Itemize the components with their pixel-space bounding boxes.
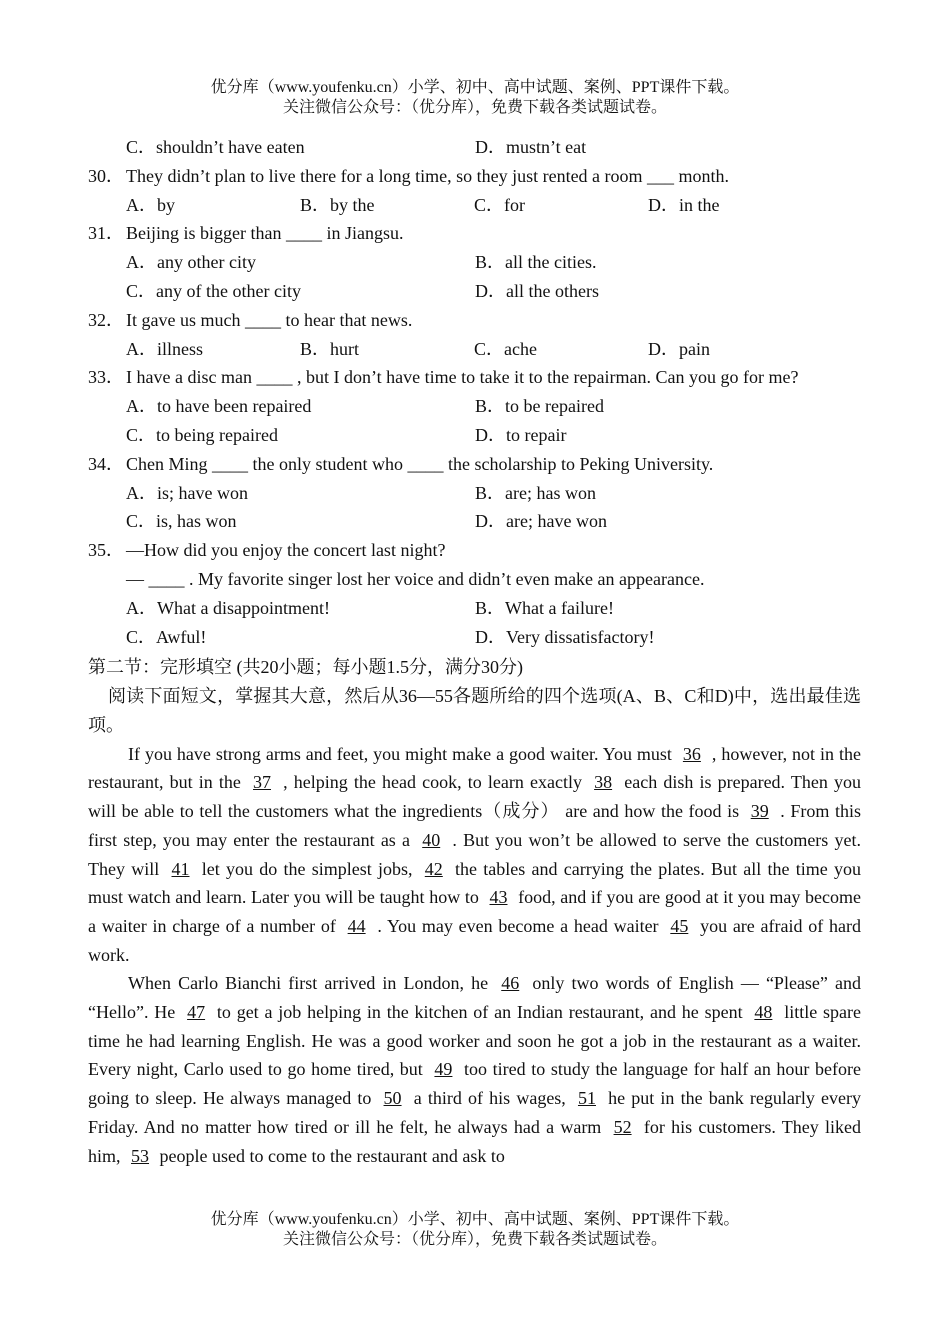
cloze-blank-37: 37 (253, 772, 271, 793)
passage-text: , however, not in the restaurant, but in the (88, 743, 861, 793)
question-34-options-ab (88, 479, 861, 508)
question-32 (88, 306, 861, 335)
option-b: B．all the cities. (475, 252, 597, 273)
page-footer (0, 1210, 950, 1250)
question-33-options-ab (88, 392, 861, 421)
option-d: D．all the others (475, 280, 599, 301)
passage-text: . You may even become a head waiter (371, 915, 665, 936)
option-b: B．What a failure! (475, 597, 614, 618)
option-a: A．illness (126, 338, 204, 359)
section-instruction: 阅读下面短文，掌握其大意，然后从36—55各题所给的四个选项(A、B、C和D)中，选出最佳选项。 (88, 686, 861, 735)
question-text: I have a disc man ____ , but I don’t have time to take it to the repairman. Can you go for me? (126, 367, 799, 388)
cloze-blank-43: 43 (489, 887, 508, 908)
cloze-blank-52: 52 (613, 1116, 632, 1137)
passage-text: When Carlo Bianchi first arrived in London, he (128, 973, 496, 994)
cloze-blank-44: 44 (347, 915, 366, 936)
cloze-blank-36: 36 (682, 743, 701, 764)
cloze-blank-49: 49 (434, 1059, 453, 1080)
cloze-blank-53: 53 (131, 1145, 150, 1166)
option-d: D．pain (648, 338, 710, 359)
question-text: Chen Ming ____ the only student who ____ the scholarship to Peking University. (126, 453, 714, 474)
section-title: 第二节：完形填空 (共20小题；每小题1.5分，满分30分) (88, 657, 523, 678)
question-number: 32． (88, 309, 124, 330)
question-32-options (88, 335, 861, 364)
passage-text: he put in the bank regularly every Friday. And no matter how tired or ill he felt, he always had a warm (88, 1088, 861, 1137)
question-30 (88, 162, 861, 191)
passage-text: each dish is prepared. Then you will be able to tell the customers what the ingredients（成分） are and how the food is (88, 772, 861, 822)
passage-text: food, and if you are good at it you may become a waiter in charge of a number of (88, 887, 861, 936)
option-a: A．is; have won (126, 482, 248, 503)
passage-text: too tired to study the language for half an hour before going to sleep. He always managed to (88, 1059, 861, 1109)
option-c: C．for (474, 194, 525, 215)
passage-text: to get a job helping in the kitchen of an Indian restaurant, and he spent (211, 1002, 749, 1023)
passage-text: . But you won’t be allowed to serve the customers yet. They will (88, 829, 861, 879)
passage-text: you are afraid of hard work. (88, 915, 862, 965)
question-35-response: — ____ . My favorite singer lost her voice and didn’t even make an appearance. (126, 568, 705, 589)
option-a: A．to have been repaired (126, 396, 312, 417)
option-b: B．by the (300, 194, 375, 215)
question-number: 31． (88, 223, 124, 244)
header-line-2: 关注微信公众号：（优分库），免费下载各类试题试卷。 (282, 99, 667, 116)
option-a: A．What a disappointment! (126, 597, 330, 618)
option-c: C．to being repaired (126, 424, 278, 445)
question-number: 30． (88, 165, 124, 186)
question-number: 34． (88, 453, 124, 474)
option-b: B．hurt (300, 338, 360, 359)
passage-text: only two words of English — “Please” and “Hello”. He (88, 973, 862, 1023)
passage-text: If you have strong arms and feet, you might make a good waiter. You must (128, 743, 677, 764)
option-d: D．mustn’t eat (475, 137, 587, 157)
option-d: D．to repair (475, 424, 567, 445)
passage-text: little spare time he had learning English. He was a good worker and soon he got a job in the restaurant as a waiter. Every night, Carlo used to go home tired, but (88, 1002, 861, 1080)
cloze-blank-39: 39 (750, 801, 769, 822)
question-text: They didn’t plan to live there for a long time, so they just rented a room ___ month. (126, 165, 730, 186)
footer-line-1: 优分库（www.youfenku.cn）小学、初中、高中试题、案例、PPT课件下载。 (210, 1211, 740, 1228)
cloze-blank-48: 48 (754, 1002, 773, 1023)
passage-text: the tables and carrying the plates. But all the time you must watch and learn. Later you will be taught how to (88, 858, 861, 908)
option-a: A．by (126, 194, 175, 215)
option-b: B．to be repaired (475, 396, 604, 417)
cloze-blank-42: 42 (424, 858, 443, 879)
option-c: C．ache (474, 338, 537, 359)
cloze-blank-47: 47 (187, 1002, 206, 1023)
q29-options-tail (88, 133, 861, 162)
question-33-options-cd (88, 421, 861, 450)
header-line-1: 优分库（www.youfenku.cn）小学、初中、高中试题、案例、PPT课件下载。 (210, 79, 740, 96)
question-number: 33． (88, 367, 124, 388)
option-d: D．are; have won (475, 511, 607, 532)
passage-text: , helping the head cook, to learn exactly (277, 772, 589, 793)
page-header (0, 78, 950, 118)
option-c: C．Awful! (126, 626, 207, 647)
cloze-blank-46: 46 (501, 973, 520, 994)
question-text: —How did you enjoy the concert last night? (126, 540, 446, 561)
question-34 (88, 450, 861, 479)
question-30-options (88, 191, 861, 220)
question-text: Beijing is bigger than ____ in Jiangsu. (126, 223, 404, 244)
question-31 (88, 219, 861, 248)
cloze-blank-50: 50 (383, 1088, 402, 1109)
question-text: It gave us much ____ to hear that news. (126, 309, 413, 330)
question-34-options-cd (88, 507, 861, 536)
option-d: D．in the (648, 194, 720, 215)
question-31-options-ab (88, 248, 861, 277)
cloze-blank-41: 41 (171, 858, 190, 879)
question-31-options-cd (88, 277, 861, 306)
question-33 (88, 363, 861, 392)
cloze-blank-38: 38 (594, 772, 613, 793)
option-b: B．are; has won (475, 482, 596, 503)
question-number: 35． (88, 540, 124, 561)
question-35-options-ab (88, 594, 861, 623)
question-35 (88, 536, 861, 565)
cloze-paragraph-1 (88, 740, 861, 970)
passage-text: . From this first step, you may enter the restaurant as a (88, 801, 861, 850)
option-c: C．is, has won (126, 511, 237, 532)
passage-text: for his customers. They liked him, (88, 1116, 861, 1166)
cloze-blank-51: 51 (577, 1088, 596, 1109)
footer-line-2: 关注微信公众号：（优分库），免费下载各类试题试卷。 (282, 1231, 667, 1248)
cloze-blank-40: 40 (422, 829, 441, 850)
cloze-blank-45: 45 (670, 915, 689, 936)
cloze-paragraph-2 (88, 969, 861, 1170)
question-35-options-cd (88, 623, 861, 652)
option-a: A．any other city (126, 252, 256, 273)
passage-text: people used to come to the restaurant and ask to (155, 1145, 505, 1166)
option-c: C．any of the other city (126, 280, 301, 301)
passage-text: a third of his wages, (407, 1088, 572, 1109)
option-d: D．Very dissatisfactory! (475, 626, 655, 647)
exam-content (88, 133, 861, 1170)
passage-text: let you do the simplest jobs, (195, 858, 419, 879)
option-c: C．shouldn’t have eaten (126, 137, 305, 157)
